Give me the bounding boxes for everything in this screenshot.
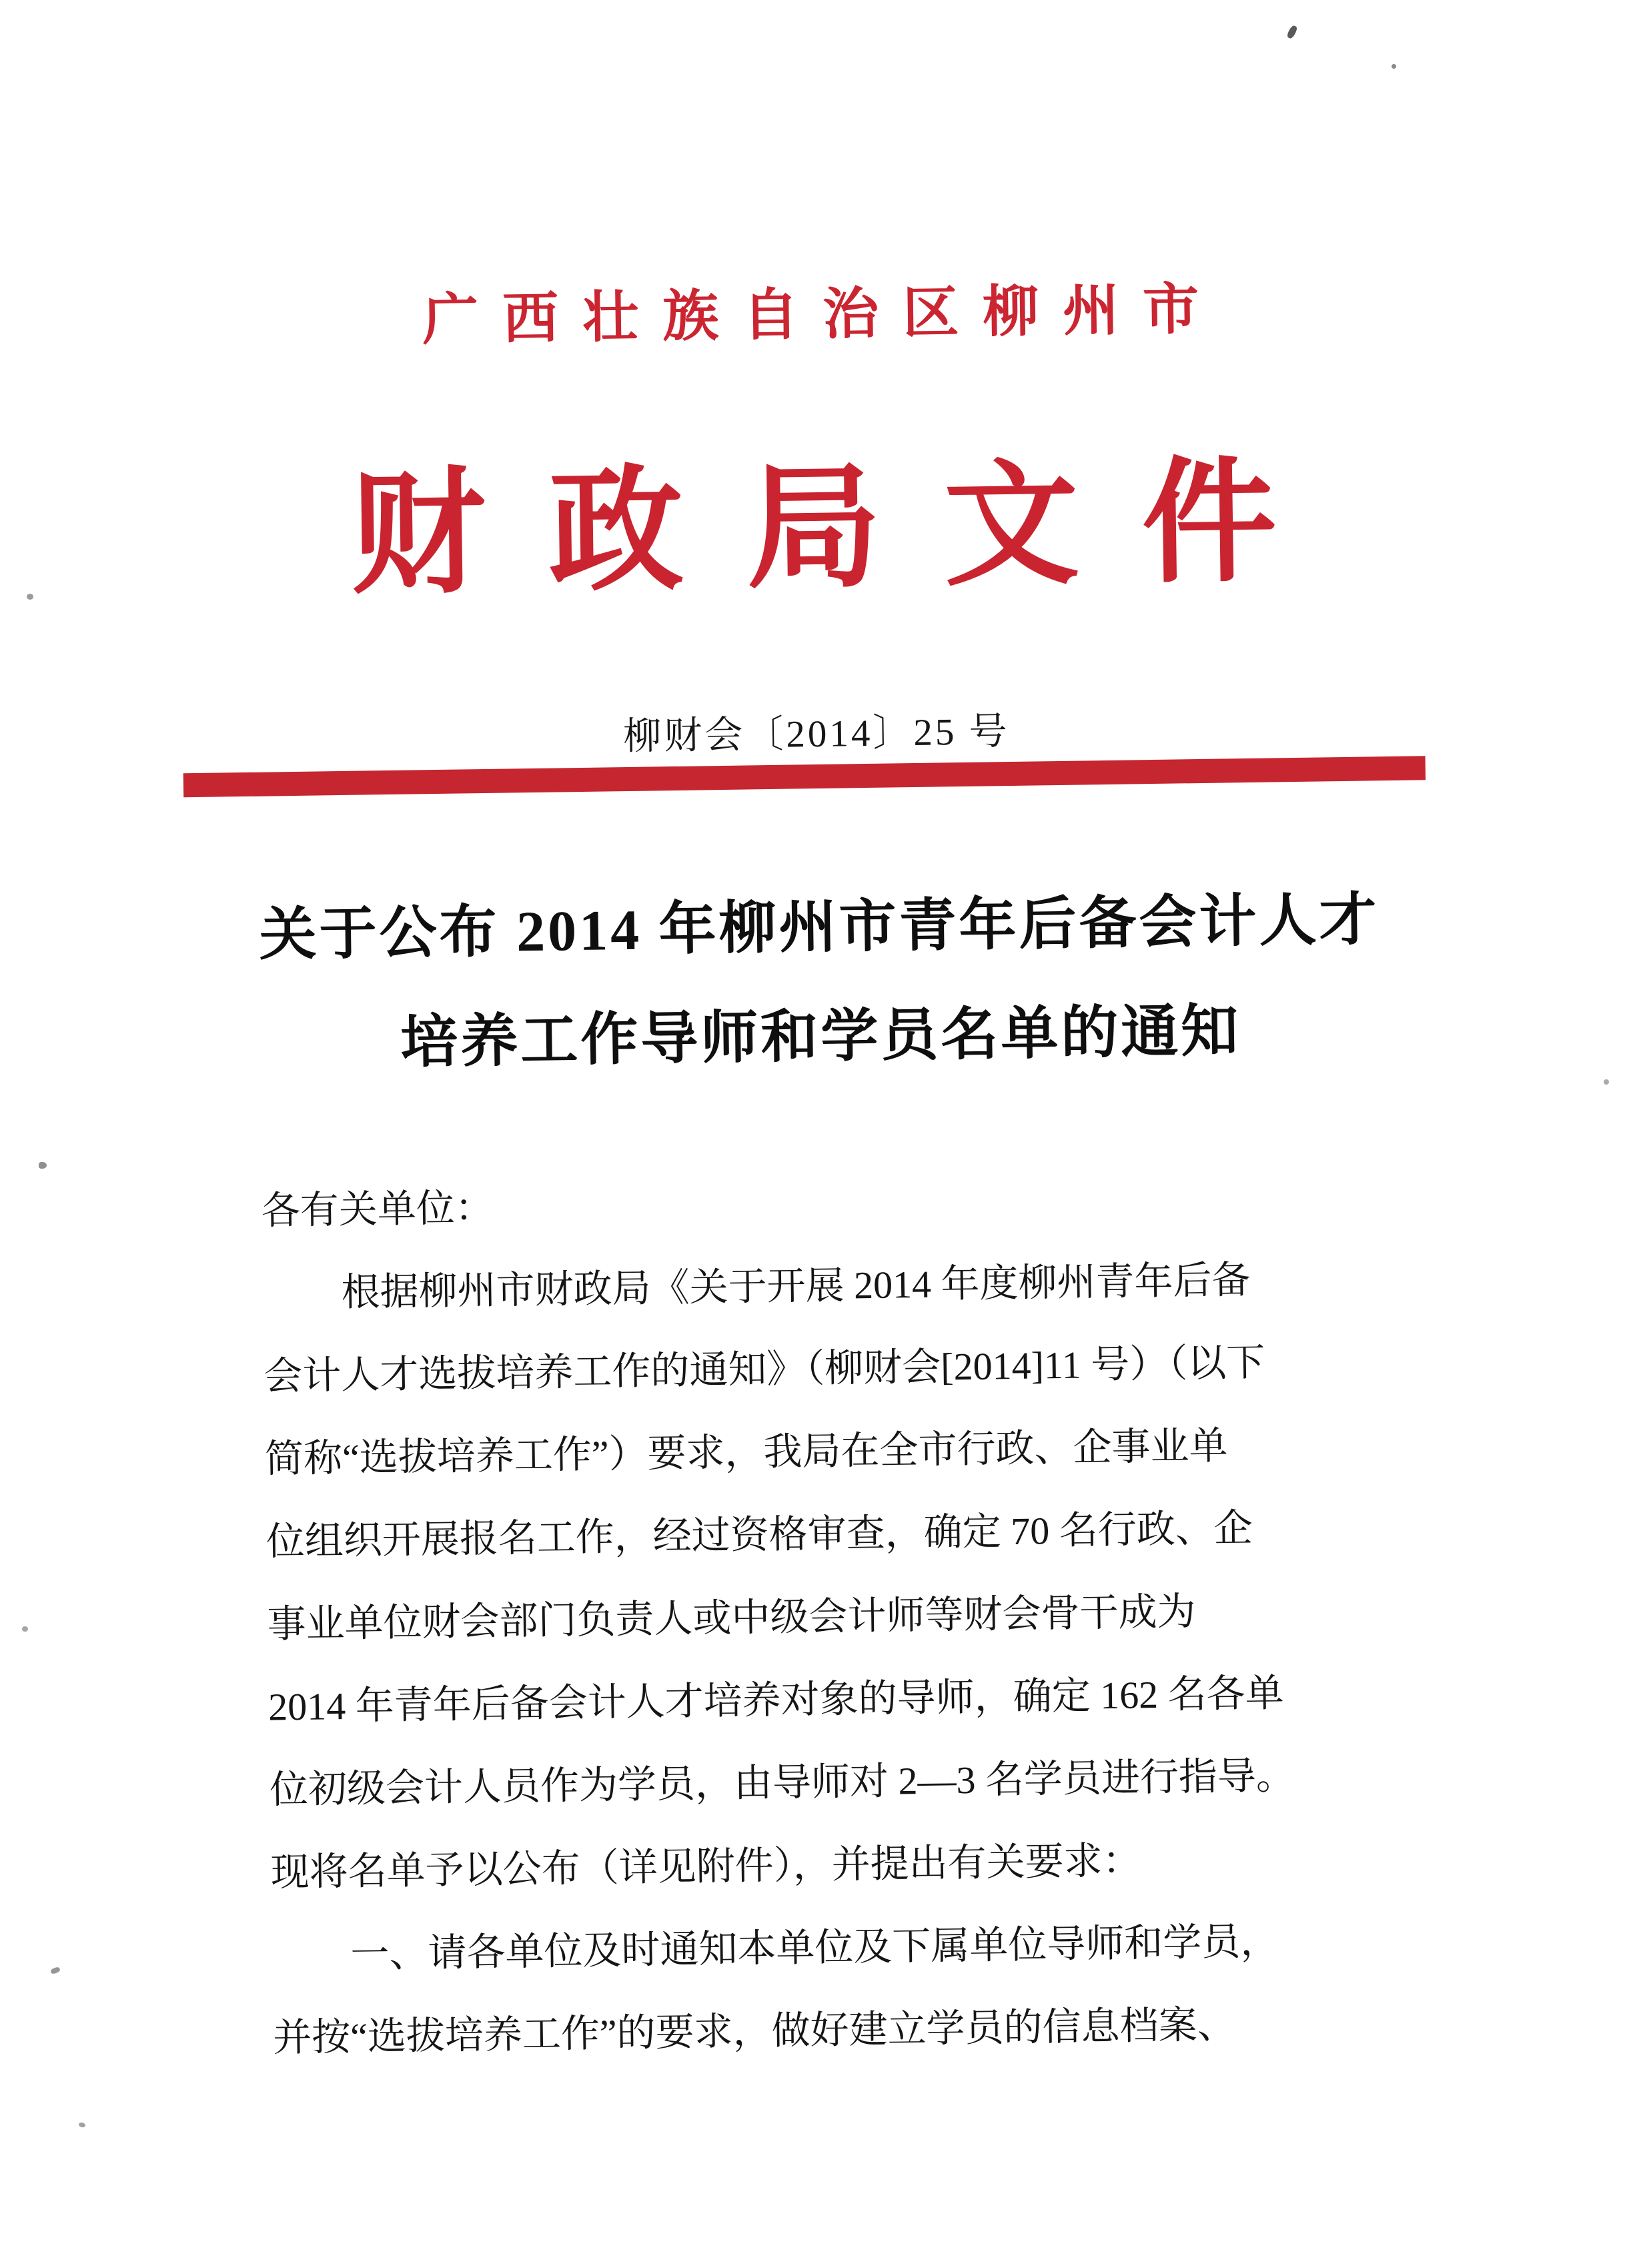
body-line: 位组织开展报名工作，经过资格审查，确定 70 名行政、企: [265, 1506, 1253, 1564]
issuer-region-line: 广西壮族自治区柳州市: [422, 278, 1223, 352]
body-line: 现将名单予以公布（详见附件），并提出有关要求：: [270, 1838, 1142, 1894]
document-number: 柳财会〔2014〕25 号: [622, 710, 1011, 758]
body-line: 一、请各单位及时通知本单位及下属单位导师和学员，: [350, 1919, 1279, 1976]
body-line: 并按“选拔培养工作”的要求，做好建立学员的信息档案、: [272, 2003, 1237, 2060]
body-line: 会计人才选拔培养工作的通知》（柳财会[2014]11 号）（以下: [263, 1340, 1265, 1398]
document-title: [0, 861, 1641, 1103]
document-title-line2: 培养工作导师和学员名单的通知: [400, 999, 1241, 1075]
salutation: 各有关单位：: [261, 1185, 494, 1233]
document-body: [261, 1154, 1421, 2080]
issuer-agency-title: 财 政 局 文 件: [350, 448, 1293, 610]
body-line: 根据柳州市财政局《关于开展 2014 年度柳州青年后备: [341, 1258, 1251, 1315]
body-line: 位初级会计人员作为学员，由导师对 2—3 名学员进行指导。: [269, 1754, 1295, 1812]
document-title-line1: 关于公布 2014 年柳州市青年后备会计人才: [258, 887, 1380, 967]
body-line: 2014 年青年后备会计人才培养对象的导师，确定 162 名各单: [267, 1671, 1285, 1729]
body-line: 事业单位财会部门负责人或中级会计师等财会骨干成为: [267, 1590, 1196, 1646]
body-line: 简称“选拔培养工作”）要求，我局在全市行政、企事业单: [264, 1424, 1228, 1481]
